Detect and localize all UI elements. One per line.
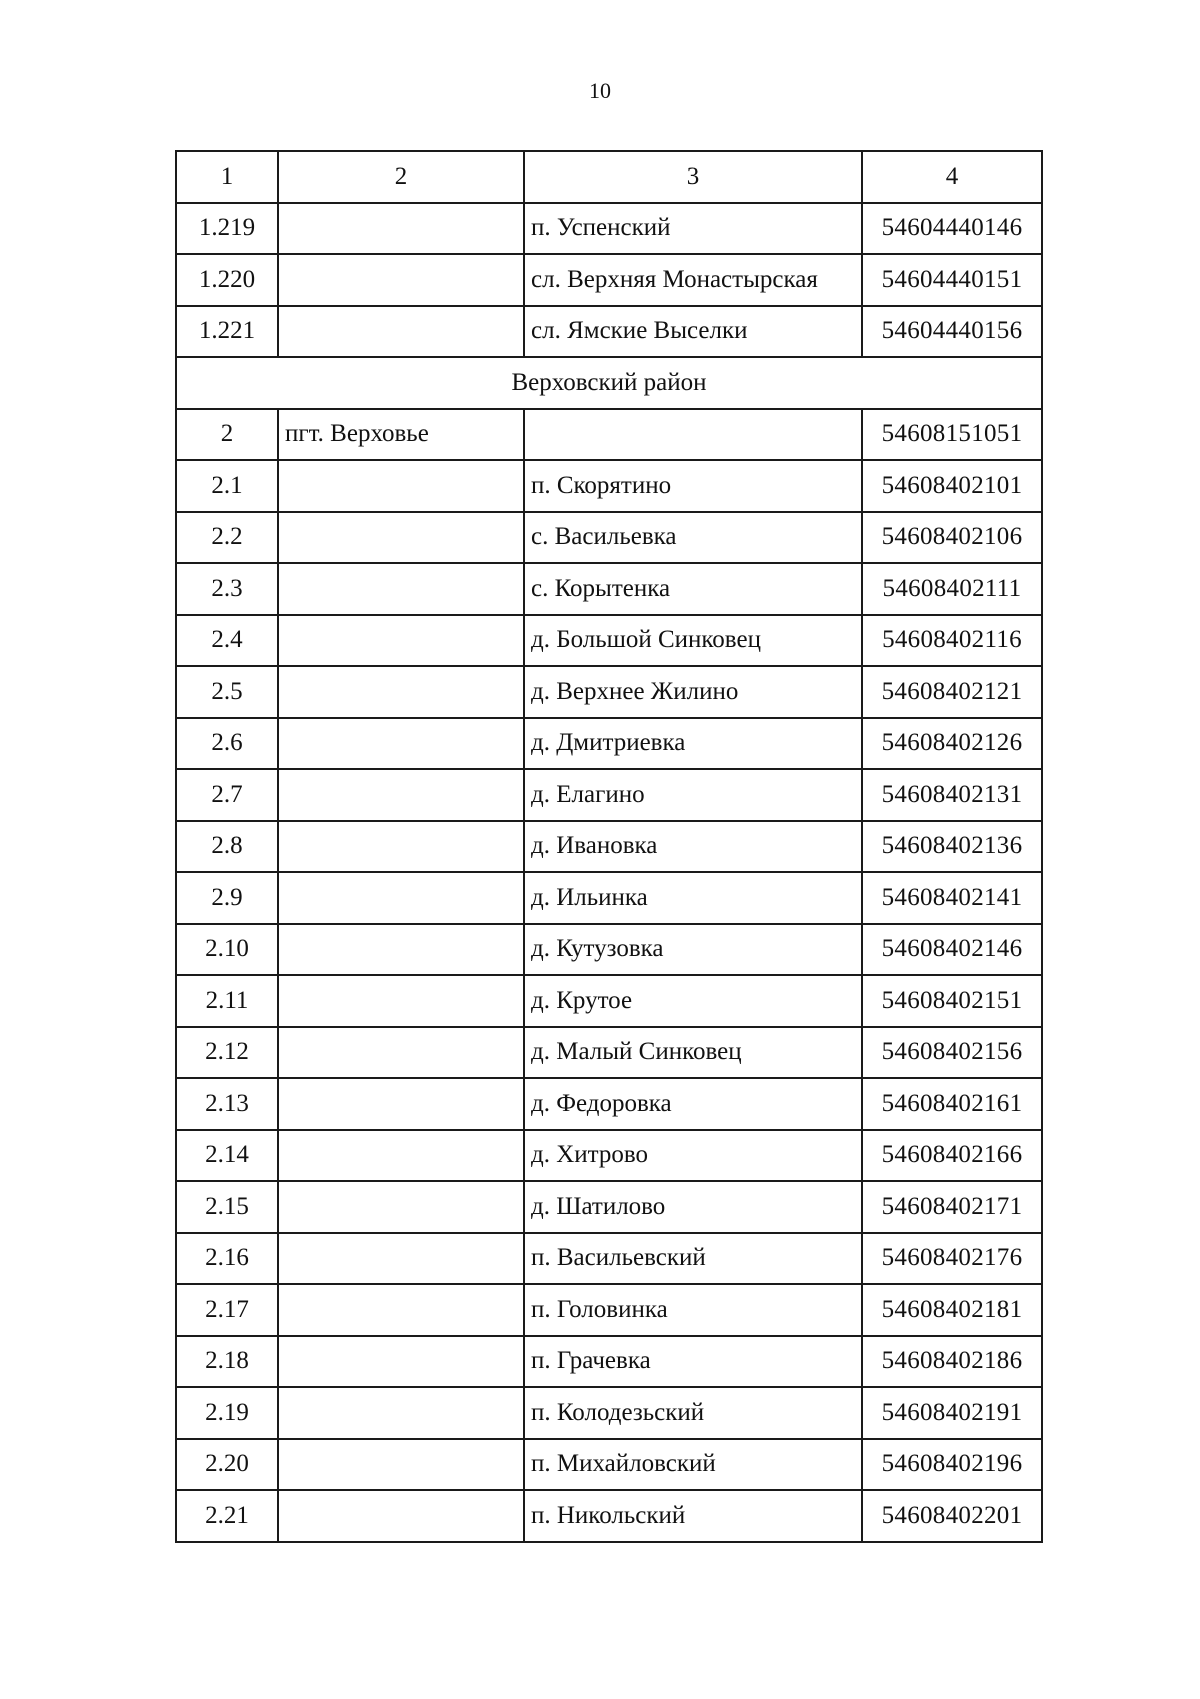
settlement-center-cell [278, 821, 524, 873]
row-number-cell: 2.12 [176, 1027, 278, 1079]
oktmo-code-cell: 54608402106 [862, 512, 1042, 564]
settlement-center-cell [278, 924, 524, 976]
settlement-name-cell: п. Успенский [524, 203, 862, 255]
settlement-center-cell [278, 872, 524, 924]
oktmo-code-cell: 54608151051 [862, 409, 1042, 461]
settlement-name-cell: д. Федоровка [524, 1078, 862, 1130]
settlement-center-cell [278, 718, 524, 770]
row-number-cell: 2.10 [176, 924, 278, 976]
oktmo-code-cell: 54608402121 [862, 666, 1042, 718]
oktmo-code-cell: 54604440146 [862, 203, 1042, 255]
row-number-cell: 2.9 [176, 872, 278, 924]
table-row [176, 409, 1042, 461]
row-number-cell: 2.7 [176, 769, 278, 821]
settlement-center-cell [278, 975, 524, 1027]
oktmo-code-cell: 54608402111 [862, 563, 1042, 615]
table-row [176, 769, 1042, 821]
table-row [176, 975, 1042, 1027]
settlement-name-cell: п. Скорятино [524, 460, 862, 512]
settlement-center-cell [278, 1387, 524, 1439]
settlement-name-cell: д. Верхнее Жилино [524, 666, 862, 718]
settlement-center-cell [278, 1233, 524, 1285]
settlement-center-cell: пгт. Верховье [278, 409, 524, 461]
row-number-cell: 2.20 [176, 1439, 278, 1491]
settlement-name-cell [524, 409, 862, 461]
settlement-center-cell [278, 1078, 524, 1130]
settlement-center-cell [278, 203, 524, 255]
settlement-center-cell [278, 615, 524, 667]
table-row [176, 1027, 1042, 1079]
row-number-cell: 2 [176, 409, 278, 461]
column-header-2: 2 [278, 151, 524, 203]
settlement-name-cell: д. Кутузовка [524, 924, 862, 976]
page-number: 10 [589, 78, 611, 103]
table-row [176, 1233, 1042, 1285]
table-row [176, 203, 1042, 255]
settlement-center-cell [278, 254, 524, 306]
settlement-center-cell [278, 769, 524, 821]
row-number-cell: 2.5 [176, 666, 278, 718]
row-number-cell: 2.15 [176, 1181, 278, 1233]
settlement-name-cell: сл. Верхняя Монастырская [524, 254, 862, 306]
settlement-name-cell: д. Крутое [524, 975, 862, 1027]
oktmo-code-cell: 54608402146 [862, 924, 1042, 976]
oktmo-code-cell: 54608402156 [862, 1027, 1042, 1079]
oktmo-code-cell: 54604440151 [862, 254, 1042, 306]
settlement-center-cell [278, 1027, 524, 1079]
row-number-cell: 2.11 [176, 975, 278, 1027]
settlement-name-cell: п. Колодезьский [524, 1387, 862, 1439]
row-number-cell: 2.4 [176, 615, 278, 667]
table-row [176, 1181, 1042, 1233]
oktmo-code-cell: 54608402171 [862, 1181, 1042, 1233]
column-header-4: 4 [862, 151, 1042, 203]
table-row [176, 1130, 1042, 1182]
settlement-name-cell: д. Елагино [524, 769, 862, 821]
table-row [176, 460, 1042, 512]
table-row [176, 1284, 1042, 1336]
oktmo-code-cell: 54608402126 [862, 718, 1042, 770]
row-number-cell: 2.16 [176, 1233, 278, 1285]
row-number-cell: 1.220 [176, 254, 278, 306]
table-row [176, 718, 1042, 770]
table-body [176, 151, 1042, 1542]
row-number-cell: 2.17 [176, 1284, 278, 1336]
row-number-cell: 2.21 [176, 1490, 278, 1542]
row-number-cell: 2.18 [176, 1336, 278, 1388]
oktmo-code-cell: 54608402101 [862, 460, 1042, 512]
settlement-name-cell: д. Шатилово [524, 1181, 862, 1233]
table-row [176, 512, 1042, 564]
row-number-cell: 1.219 [176, 203, 278, 255]
table-row [176, 821, 1042, 873]
settlement-name-cell: д. Большой Синковец [524, 615, 862, 667]
oktmo-code-cell: 54608402136 [862, 821, 1042, 873]
table-row [176, 563, 1042, 615]
settlement-name-cell: д. Ивановка [524, 821, 862, 873]
oktmo-code-cell: 54608402186 [862, 1336, 1042, 1388]
oktmo-code-cell: 54608402181 [862, 1284, 1042, 1336]
settlement-center-cell [278, 1181, 524, 1233]
settlement-name-cell: п. Головинка [524, 1284, 862, 1336]
settlement-name-cell: д. Дмитриевка [524, 718, 862, 770]
column-header-3: 3 [524, 151, 862, 203]
settlement-name-cell: п. Васильевский [524, 1233, 862, 1285]
row-number-cell: 2.13 [176, 1078, 278, 1130]
settlement-name-cell: п. Михайловский [524, 1439, 862, 1491]
row-number-cell: 2.6 [176, 718, 278, 770]
table-row [176, 1490, 1042, 1542]
table-row [176, 254, 1042, 306]
section-title: Верховский район [176, 357, 1042, 409]
settlement-name-cell: п. Никольский [524, 1490, 862, 1542]
settlement-name-cell: д. Ильинка [524, 872, 862, 924]
table-row [176, 1439, 1042, 1491]
oktmo-code-cell: 54608402196 [862, 1439, 1042, 1491]
settlement-center-cell [278, 1336, 524, 1388]
oktmo-code-cell: 54608402166 [862, 1130, 1042, 1182]
oktmo-code-cell: 54608402131 [862, 769, 1042, 821]
oktmo-code-cell: 54608402191 [862, 1387, 1042, 1439]
row-number-cell: 2.1 [176, 460, 278, 512]
row-number-cell: 2.8 [176, 821, 278, 873]
section-row [176, 357, 1042, 409]
table-row [176, 1078, 1042, 1130]
settlement-center-cell [278, 512, 524, 564]
table-row [176, 924, 1042, 976]
table-row [176, 872, 1042, 924]
settlement-name-cell: д. Малый Синковец [524, 1027, 862, 1079]
settlement-center-cell [278, 1284, 524, 1336]
table-header-row [176, 151, 1042, 203]
oktmo-code-cell: 54608402201 [862, 1490, 1042, 1542]
settlement-center-cell [278, 1490, 524, 1542]
table-row [176, 666, 1042, 718]
row-number-cell: 1.221 [176, 306, 278, 358]
settlement-center-cell [278, 1130, 524, 1182]
settlement-name-cell: с. Васильевка [524, 512, 862, 564]
settlements-table [175, 150, 1043, 1543]
settlement-name-cell: д. Хитрово [524, 1130, 862, 1182]
oktmo-code-cell: 54608402116 [862, 615, 1042, 667]
oktmo-code-cell: 54608402161 [862, 1078, 1042, 1130]
settlement-center-cell [278, 306, 524, 358]
settlement-center-cell [278, 563, 524, 615]
row-number-cell: 2.14 [176, 1130, 278, 1182]
table-row [176, 306, 1042, 358]
table-row [176, 1387, 1042, 1439]
table-row [176, 1336, 1042, 1388]
oktmo-code-cell: 54604440156 [862, 306, 1042, 358]
row-number-cell: 2.19 [176, 1387, 278, 1439]
settlement-name-cell: с. Корытенка [524, 563, 862, 615]
column-header-1: 1 [176, 151, 278, 203]
row-number-cell: 2.2 [176, 512, 278, 564]
settlement-center-cell [278, 1439, 524, 1491]
table-row [176, 615, 1042, 667]
row-number-cell: 2.3 [176, 563, 278, 615]
oktmo-code-cell: 54608402176 [862, 1233, 1042, 1285]
settlement-center-cell [278, 460, 524, 512]
settlement-name-cell: сл. Ямские Выселки [524, 306, 862, 358]
settlement-center-cell [278, 666, 524, 718]
oktmo-code-cell: 54608402141 [862, 872, 1042, 924]
oktmo-code-cell: 54608402151 [862, 975, 1042, 1027]
settlement-name-cell: п. Грачевка [524, 1336, 862, 1388]
